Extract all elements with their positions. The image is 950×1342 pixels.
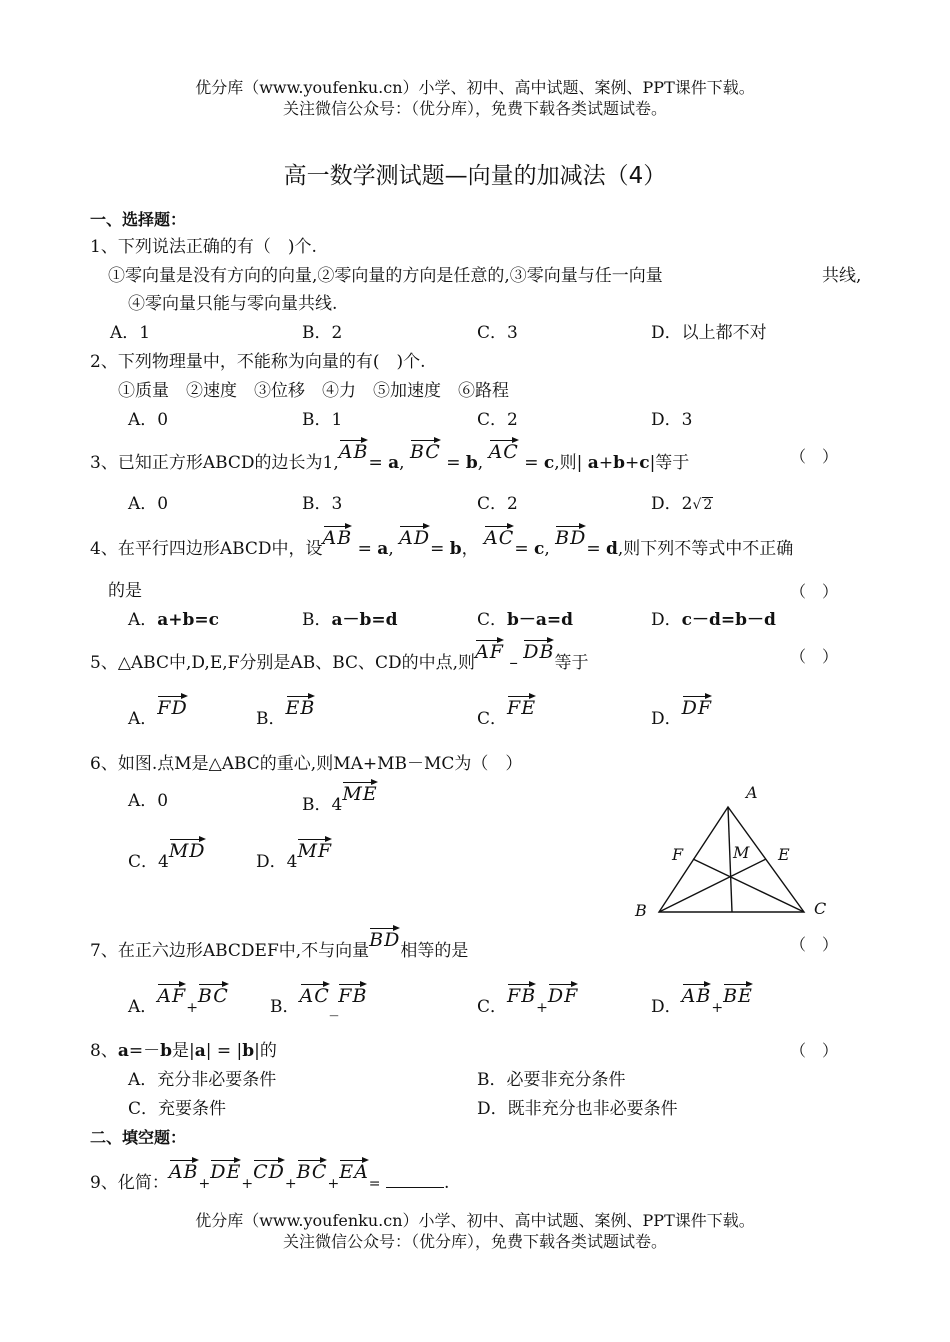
sqrt-radicand: 2 [703, 497, 713, 513]
q6-option-c: C．4MD [128, 840, 206, 872]
q2-stem: 2、下列物理量中，不能称为向量的有( )个. [90, 352, 426, 372]
vector-bc: BC [197, 985, 229, 1007]
q9-answer-blank[interactable] [386, 1187, 444, 1188]
q6-option-a: A．0 [128, 791, 169, 811]
q5-option-b: B．EB [256, 697, 316, 729]
q4-stem-continued: 的是 [108, 581, 142, 601]
vector-mf: MF [297, 840, 333, 862]
q2-option-a: A．0 [128, 410, 169, 430]
vector-eb: EB [285, 697, 316, 719]
q4-option-b: B．a－b=d [302, 610, 398, 630]
q1-statement-1: ①零向量是没有方向的向量,②零向量的方向是任意的,③零向量与任一向量 [108, 266, 663, 286]
vector-bd: BD [369, 929, 401, 951]
q5-answer-paren: （ ） [790, 647, 839, 666]
vector-cd: CD [253, 1161, 285, 1183]
vector-md: MD [168, 840, 206, 862]
footer-line-2: 关注微信公众号：（优分库），免费下载各类试题试卷。 [282, 1232, 667, 1251]
q5-option-c: C．FE [477, 697, 537, 729]
q4-answer-paren: （ ） [790, 582, 839, 601]
label-e: E [778, 845, 790, 864]
vector-db: DB [523, 641, 555, 663]
vector-ac: AC [299, 985, 330, 1007]
q6-option-b: B．4ME [302, 783, 378, 815]
q3-option-a: A．0 [128, 494, 169, 514]
header-line-1: 优分库（www.youfenku.cn）小学、初中、高中试题、案例、PPT课件下载。 [195, 78, 755, 97]
vector-ea: EA [339, 1161, 369, 1183]
label-f: F [672, 845, 684, 864]
q1-statement-1-end: 共线, [822, 266, 862, 286]
q3-answer-paren: （ ） [790, 447, 839, 466]
q1-option-a: A．1 [110, 323, 151, 343]
vector-fd: FD [157, 697, 188, 719]
q8-option-d: D．既非充分也非必要条件 [477, 1099, 678, 1119]
q4-option-c: C．b－a=d [477, 610, 574, 630]
q8-option-a: A．充分非必要条件 [128, 1070, 277, 1090]
footer-line-1: 优分库（www.youfenku.cn）小学、初中、高中试题、案例、PPT课件下载。 [195, 1211, 755, 1230]
q1-option-c: C．3 [477, 323, 518, 343]
q5-option-d: D．DF [651, 697, 713, 729]
label-a: A [746, 783, 758, 802]
vector-bd: BD [555, 527, 587, 549]
q2-option-c: C．2 [477, 410, 518, 430]
vector-ac: AC [488, 441, 519, 463]
vector-df: DF [681, 697, 713, 719]
label-m: M [733, 843, 750, 862]
q1-stem: 1、下列说法正确的有（ )个. [90, 237, 317, 257]
q8-answer-paren: （ ） [790, 1041, 839, 1060]
page-title: 高一数学测试题—向量的加减法（4） [283, 163, 667, 189]
q7-answer-paren: （ ） [790, 935, 839, 954]
q6-stem: 6、如图.点M是△ABC的重心,则MA+MB－MC为（ ） [90, 754, 523, 774]
vector-ac: AC [484, 527, 515, 549]
q4-option-d: D．c－d=b－d [651, 610, 776, 630]
label-c: C [814, 899, 827, 918]
q7-option-a: A．AF+BC [128, 985, 229, 1017]
vector-ab: AB [168, 1161, 199, 1183]
vector-be: BE [723, 985, 753, 1007]
q4-option-a: A．a+b=c [128, 610, 220, 630]
q1-option-b: B．2 [302, 323, 343, 343]
q2-option-b: B．1 [302, 410, 343, 430]
vector-af: AF [475, 641, 504, 663]
q7-option-c: C．FB+DF [477, 985, 579, 1017]
vector-me: ME [342, 783, 378, 805]
q8-option-b: B．必要非充分条件 [477, 1070, 626, 1090]
section-choice-heading: 一、选择题： [90, 210, 187, 229]
vector-fb: FB [338, 985, 368, 1007]
q3-option-b: B．3 [302, 494, 343, 514]
vector-df: DF [547, 985, 579, 1007]
vector-ab: AB [681, 985, 712, 1007]
q5-stem: 5、△ABC中,D,E,F分别是AB、BC、CD的中点,则AF – DB等于 [90, 641, 589, 673]
q2-items: ①质量 ②速度 ③位移 ④力 ⑤加速度 ⑥路程 [118, 381, 509, 401]
q3-stem: 3、已知正方形ABCD的边长为1,AB= a, BC = b, AC = c,则| a+b+c|等于 [90, 441, 690, 473]
q5-option-a: A．FD [128, 697, 188, 729]
vector-ad: AD [399, 527, 431, 549]
label-b: B [635, 901, 647, 920]
vector-ab: AB [338, 441, 369, 463]
q7-option-d: D．AB+BE [651, 985, 753, 1017]
vector-de: DE [210, 1161, 242, 1183]
vector-af: AF [157, 985, 187, 1007]
section-fill-heading: 二、填空题： [90, 1128, 187, 1147]
q3-option-d: D．2√ 2 [651, 494, 713, 514]
vector-bc: BC [409, 441, 441, 463]
q1-option-d: D．以上都不对 [651, 323, 767, 343]
q4-stem: 4、在平行四边形ABCD中，设AB = a, AD= b， AC= c, BD= d,则下列不等式中不正确 [90, 527, 794, 559]
vector-bc: BC [296, 1161, 328, 1183]
q3-option-c: C．2 [477, 494, 518, 514]
q8-option-c: C．充要条件 [128, 1099, 227, 1119]
q9-stem: 9、化简：AB+DE+CD+BC+EA= . [90, 1161, 450, 1193]
q6-option-d: D．4MF [256, 840, 333, 872]
q8-stem: 8、a=－b是|a| = |b|的 [90, 1041, 277, 1061]
vector-ab: AB [322, 527, 353, 549]
q1-statement-2: ④零向量只能与零向量共线. [128, 294, 338, 314]
vector-fe: FE [507, 697, 537, 719]
median-a [728, 807, 732, 912]
vector-fb: FB [507, 985, 537, 1007]
q2-option-d: D．3 [651, 410, 693, 430]
centroid-triangle-figure [628, 780, 843, 925]
q7-option-b: B．AC_FB [270, 985, 368, 1017]
header-line-2: 关注微信公众号：（优分库），免费下载各类试题试卷。 [282, 99, 667, 118]
q7-stem: 7、在正六边形ABCDEF中,不与向量BD相等的是 [90, 929, 469, 961]
